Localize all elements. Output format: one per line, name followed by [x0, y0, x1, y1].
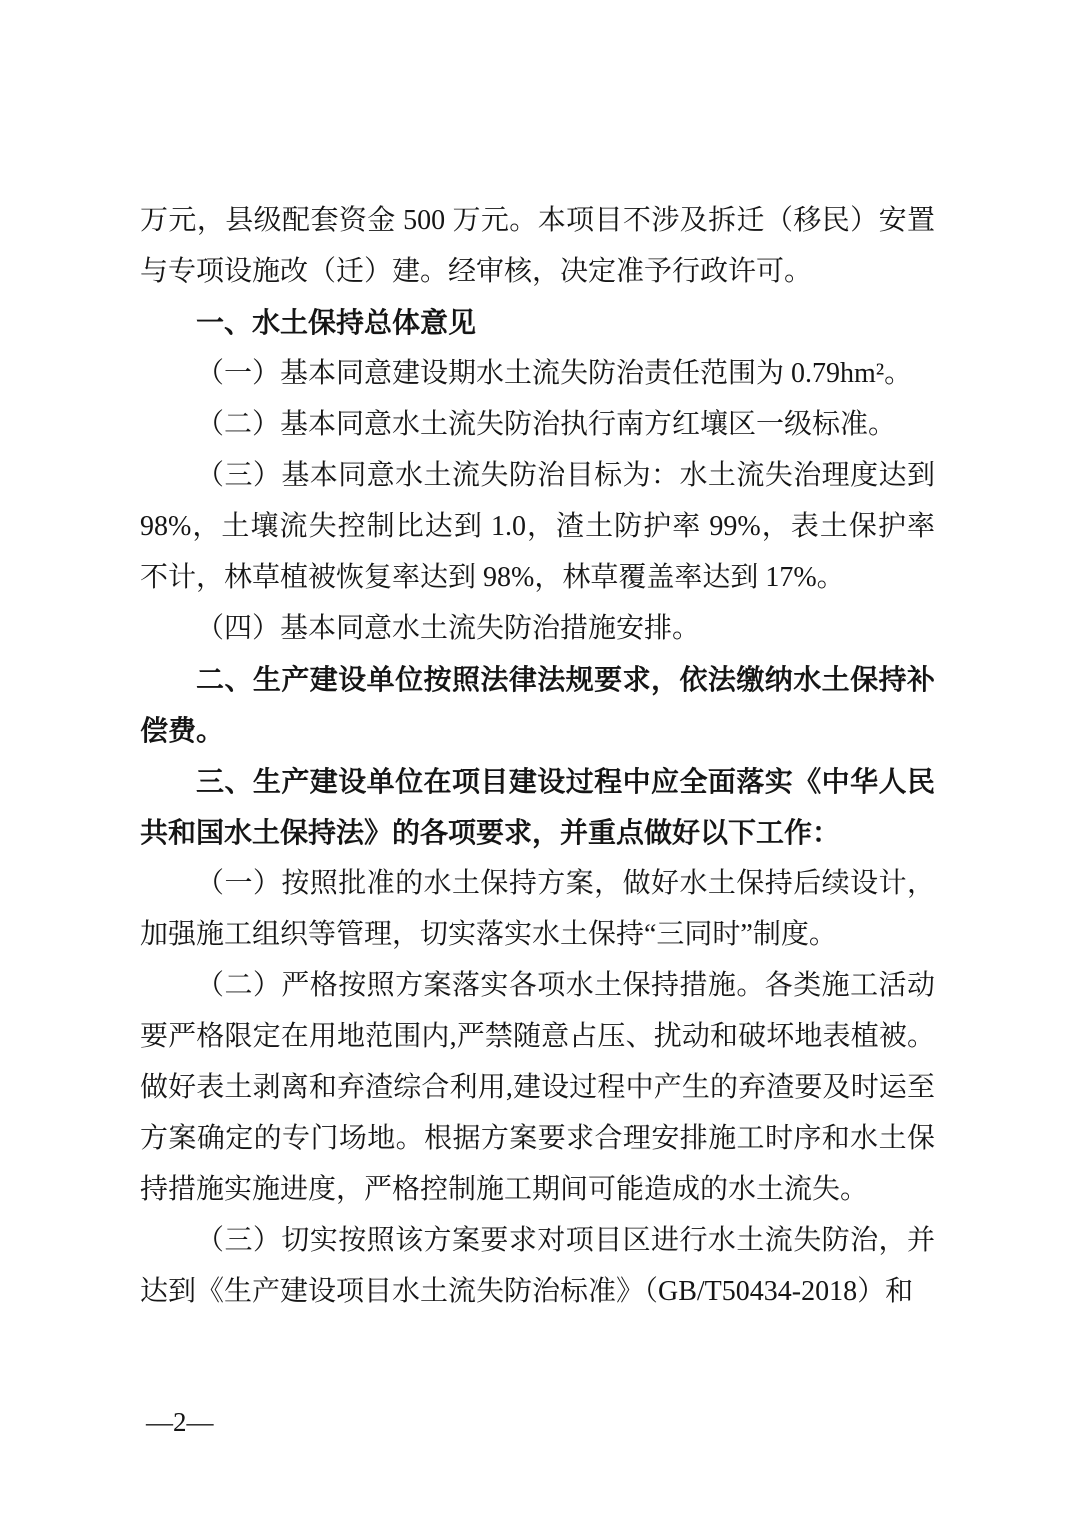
- heading-section-3: 三、生产建设单位在项目建设过程中应全面落实《中华人民共和国水土保持法》的各项要求，并重点做好以下工作：: [140, 766, 935, 848]
- paragraph-intro-continuation: 万元，县级配套资金 500 万元。本项目不涉及拆迁（移民）安置与专项设施改（迁）建。经审核，决定准予行政许可。: [140, 205, 935, 287]
- heading-section-2: 二、生产建设单位按照法律法规要求，依法缴纳水土保持补偿费。: [140, 664, 935, 746]
- heading-section-1: 一、水土保持总体意见: [196, 307, 477, 338]
- paragraph-item-1-2: （二）基本同意水土流失防治执行南方红壤区一级标准。: [196, 409, 897, 440]
- page-number: —2—: [146, 1407, 214, 1437]
- paragraph-item-3-2: （二）严格按照方案落实各项水土保持措施。各类施工活动要严格限定在用地范围内,严禁随意占压、扰动和破坏地表植被。做好表土剥离和弃渣综合利用,建设过程中产生的弃渣要及时运至方案确定的专门场地。根据方案要求合理安排施工时序和水土保持措施实施进度，严格控制施工期间可能造成的水土流失。: [140, 970, 935, 1205]
- paragraph-item-1-3: （三）基本同意水土流失防治目标为：水土流失治理度达到 98%，土壤流失控制比达到 1.0，渣土防护率 99%，表土保护率不计，林草植被恢复率达到 98%，林草覆盖率达到 17%。: [140, 460, 935, 593]
- paragraph-item-1-1: （一）基本同意建设期水土流失防治责任范围为 0.79hm²。: [196, 358, 913, 389]
- paragraph-item-1-4: （四）基本同意水土流失防治措施安排。: [196, 613, 701, 644]
- document-body: [140, 195, 935, 1317]
- paragraph-item-3-3: （三）切实按照该方案要求对项目区进行水土流失防治，并达到《生产建设项目水土流失防治标准》（GB/T50434-2018）和: [140, 1225, 935, 1307]
- paragraph-item-3-1: （一）按照批准的水土保持方案，做好水土保持后续设计，加强施工组织等管理，切实落实水土保持“三同时”制度。: [140, 868, 935, 950]
